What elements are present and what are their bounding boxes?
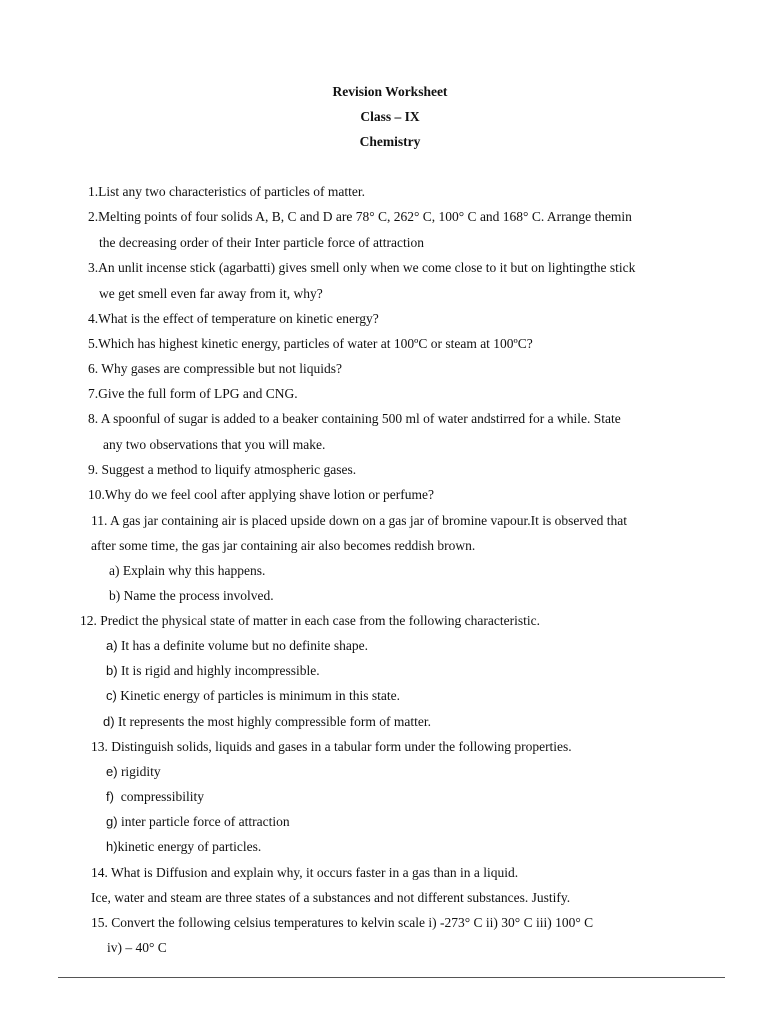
- question-5: 5.Which has highest kinetic energy, particles of water at 100ºC or steam at 100ºC?: [88, 336, 533, 351]
- question-12-sub-c: [106, 688, 400, 704]
- question-2-line-2: the decreasing order of their Inter particle force of attraction: [99, 235, 424, 250]
- sub-letter: e): [106, 764, 118, 779]
- question-13-sub-e: [106, 764, 161, 780]
- question-7: 7.Give the full form of LPG and CNG.: [88, 386, 298, 401]
- sub-letter: h): [106, 839, 118, 854]
- question-11-sub-b: [109, 588, 274, 604]
- sub-text: compressibility: [120, 789, 204, 804]
- question-8-line-1: 8. A spoonful of sugar is added to a beaker containing 500 ml of water andstirred for a while. State: [88, 411, 621, 426]
- question-6: 6. Why gases are compressible but not liquids?: [88, 361, 342, 376]
- sub-letter: d): [103, 714, 115, 729]
- question-11-line-1: 11. A gas jar containing air is placed upside down on a gas jar of bromine vapour.It is observed that: [91, 513, 627, 528]
- question-12-sub-b: [106, 663, 320, 679]
- question-3-line-2: we get smell even far away from it, why?: [99, 286, 323, 301]
- sub-letter: c): [106, 688, 117, 703]
- question-4: 4.What is the effect of temperature on kinetic energy?: [88, 311, 379, 326]
- question-15-line-1: 15. Convert the following celsius temperatures to kelvin scale i) -273° C ii) 30° C iii) 100° C: [91, 915, 594, 930]
- question-11-sub-a: [109, 563, 265, 579]
- subject-heading: Chemistry: [359, 134, 421, 149]
- sub-letter: f): [106, 789, 114, 804]
- sub-text: It is rigid and highly incompressible.: [120, 663, 320, 678]
- question-10: 10.Why do we feel cool after applying shave lotion or perfume?: [88, 487, 435, 502]
- question-13-sub-h: [106, 839, 261, 855]
- question-13-sub-g: [106, 814, 290, 830]
- sub-letter: a): [106, 638, 118, 653]
- sub-text: Explain why this happens.: [122, 563, 266, 578]
- sub-text: It represents the most highly compressible form of matter.: [117, 714, 431, 729]
- sub-text: Kinetic energy of particles is minimum in this state.: [120, 688, 401, 703]
- question-13: 13. Distinguish solids, liquids and gases in a tabular form under the following properties.: [91, 739, 572, 754]
- question-14: 14. What is Diffusion and explain why, it occurs faster in a gas than in a liquid.: [91, 865, 519, 880]
- sub-text: kinetic energy of particles.: [117, 839, 262, 854]
- question-11-line-2: after some time, the gas jar containing air also becomes reddish brown.: [91, 538, 476, 553]
- footer-divider: [58, 977, 725, 978]
- question-8-line-2: any two observations that you will make.: [103, 437, 326, 452]
- sub-text: Name the process involved.: [123, 588, 274, 603]
- worksheet-title: Revision Worksheet: [332, 84, 448, 99]
- question-13-sub-f: [106, 789, 204, 805]
- question-15-line-2: iv) – 40° C: [107, 940, 167, 955]
- sub-text: inter particle force of attraction: [120, 814, 290, 829]
- question-1: 1.List any two characteristics of particles of matter.: [88, 184, 366, 199]
- question-9: 9. Suggest a method to liquify atmospheric gases.: [88, 462, 357, 477]
- sub-text: It has a definite volume but no definite shape.: [120, 638, 368, 653]
- sub-letter: g): [106, 814, 118, 829]
- class-heading: Class – IX: [360, 109, 420, 124]
- question-12: 12. Predict the physical state of matter in each case from the following characteristic.: [80, 613, 540, 628]
- sub-letter: b): [106, 663, 118, 678]
- question-12-sub-d: [103, 714, 431, 730]
- sub-letter: b): [109, 588, 121, 603]
- sub-letter: a): [109, 563, 120, 578]
- question-12-sub-a: [106, 638, 368, 654]
- question-2-line-1: 2.Melting points of four solids A, B, C and D are 78° C, 262° C, 100° C and 168° C. Arrange themin: [88, 209, 632, 224]
- question-14-statement: Ice, water and steam are three states of a substances and not different substances. Justify.: [91, 890, 571, 905]
- sub-text: rigidity: [120, 764, 161, 779]
- question-3-line-1: 3.An unlit incense stick (agarbatti) gives smell only when we come close to it but on lightingthe stick: [88, 260, 636, 275]
